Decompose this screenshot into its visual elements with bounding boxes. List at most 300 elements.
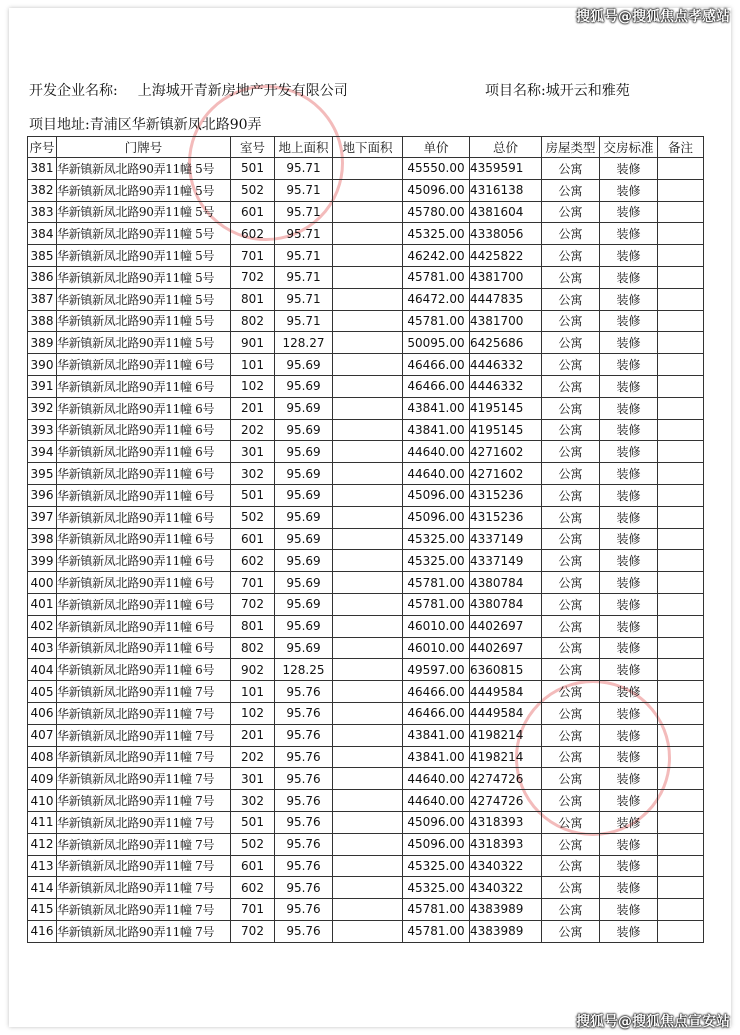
table-row: [28, 484, 704, 506]
cell-unit-price: 46242.00: [403, 245, 470, 267]
cell-index: 412: [28, 833, 57, 855]
cell-above-area: 95.69: [275, 354, 333, 376]
cell-total-price: 4425822: [470, 245, 542, 267]
cell-below-area: [333, 637, 403, 659]
cell-house-type: 公寓: [542, 332, 600, 354]
cell-total-price: 4315236: [470, 484, 542, 506]
address-label: 项目地址:: [29, 117, 90, 133]
cell-index: 407: [28, 724, 57, 746]
cell-above-area: 95.76: [275, 877, 333, 899]
cell-house-type: 公寓: [542, 158, 600, 180]
cell-total-price: 4195145: [470, 419, 542, 441]
cell-total-price: 4198214: [470, 724, 542, 746]
cell-index: 386: [28, 266, 57, 288]
cell-index: 403: [28, 637, 57, 659]
cell-unit-price: 45325.00: [403, 550, 470, 572]
cell-index: 408: [28, 746, 57, 768]
cell-above-area: 95.76: [275, 811, 333, 833]
table-row: [28, 768, 704, 790]
table-row: [28, 899, 704, 921]
cell-door-number: 华新镇新凤北路90弄11幢 7号: [57, 833, 231, 855]
cell-index: 388: [28, 310, 57, 332]
cell-total-price: 4381700: [470, 310, 542, 332]
cell-door-number: 华新镇新凤北路90弄11幢 5号: [57, 158, 231, 180]
cell-below-area: [333, 375, 403, 397]
cell-index: 391: [28, 375, 57, 397]
cell-room: 601: [231, 201, 275, 223]
cell-total-price: 4340322: [470, 877, 542, 899]
cell-door-number: 华新镇新凤北路90弄11幢 6号: [57, 637, 231, 659]
cell-house-type: 公寓: [542, 288, 600, 310]
cell-index: 394: [28, 441, 57, 463]
table-row: [28, 681, 704, 703]
cell-above-area: 95.69: [275, 441, 333, 463]
cell-above-area: 95.69: [275, 593, 333, 615]
cell-remarks: [658, 637, 704, 659]
cell-unit-price: 45325.00: [403, 528, 470, 550]
table-row: [28, 375, 704, 397]
cell-delivery-standard: 装修: [600, 811, 658, 833]
cell-below-area: [333, 506, 403, 528]
cell-remarks: [658, 572, 704, 594]
cell-total-price: 4383989: [470, 899, 542, 921]
cell-delivery-standard: 装修: [600, 550, 658, 572]
cell-below-area: [333, 681, 403, 703]
cell-index: 411: [28, 811, 57, 833]
cell-house-type: 公寓: [542, 441, 600, 463]
cell-door-number: 华新镇新凤北路90弄11幢 6号: [57, 528, 231, 550]
cell-room: 701: [231, 245, 275, 267]
table-row: [28, 877, 704, 899]
cell-unit-price: 45781.00: [403, 266, 470, 288]
cell-door-number: 华新镇新凤北路90弄11幢 6号: [57, 354, 231, 376]
cell-door-number: 华新镇新凤北路90弄11幢 5号: [57, 332, 231, 354]
cell-room: 101: [231, 681, 275, 703]
col-header-remarks: 备注: [658, 137, 704, 158]
cell-room: 601: [231, 855, 275, 877]
cell-door-number: 华新镇新凤北路90弄11幢 5号: [57, 266, 231, 288]
cell-room: 501: [231, 484, 275, 506]
cell-unit-price: 44640.00: [403, 790, 470, 812]
table-row: [28, 790, 704, 812]
cell-below-area: [333, 593, 403, 615]
cell-above-area: 95.69: [275, 572, 333, 594]
cell-room: 301: [231, 768, 275, 790]
cell-below-area: [333, 332, 403, 354]
cell-door-number: 华新镇新凤北路90弄11幢 7号: [57, 768, 231, 790]
cell-unit-price: 46466.00: [403, 681, 470, 703]
cell-remarks: [658, 158, 704, 180]
cell-above-area: 95.76: [275, 768, 333, 790]
cell-index: 400: [28, 572, 57, 594]
cell-delivery-standard: 装修: [600, 746, 658, 768]
cell-below-area: [333, 920, 403, 942]
cell-unit-price: 45781.00: [403, 310, 470, 332]
cell-total-price: 4274726: [470, 768, 542, 790]
cell-house-type: 公寓: [542, 768, 600, 790]
cell-delivery-standard: 装修: [600, 855, 658, 877]
cell-above-area: 95.69: [275, 397, 333, 419]
cell-door-number: 华新镇新凤北路90弄11幢 7号: [57, 920, 231, 942]
table-row: [28, 332, 704, 354]
cell-house-type: 公寓: [542, 310, 600, 332]
cell-delivery-standard: 装修: [600, 920, 658, 942]
cell-below-area: [333, 441, 403, 463]
cell-door-number: 华新镇新凤北路90弄11幢 6号: [57, 506, 231, 528]
cell-delivery-standard: 装修: [600, 877, 658, 899]
cell-index: 416: [28, 920, 57, 942]
cell-total-price: 4198214: [470, 746, 542, 768]
cell-house-type: 公寓: [542, 463, 600, 485]
col-header-index: 序号: [28, 137, 57, 158]
cell-remarks: [658, 833, 704, 855]
cell-door-number: 华新镇新凤北路90弄11幢 5号: [57, 223, 231, 245]
table-row: [28, 201, 704, 223]
cell-index: 395: [28, 463, 57, 485]
cell-room: 602: [231, 223, 275, 245]
cell-total-price: 4340322: [470, 855, 542, 877]
cell-index: 383: [28, 201, 57, 223]
cell-delivery-standard: 装修: [600, 223, 658, 245]
cell-house-type: 公寓: [542, 201, 600, 223]
cell-delivery-standard: 装修: [600, 768, 658, 790]
cell-house-type: 公寓: [542, 702, 600, 724]
cell-door-number: 华新镇新凤北路90弄11幢 6号: [57, 550, 231, 572]
cell-index: 390: [28, 354, 57, 376]
cell-above-area: 95.69: [275, 419, 333, 441]
cell-index: 396: [28, 484, 57, 506]
table-row: [28, 920, 704, 942]
cell-room: 201: [231, 397, 275, 419]
cell-house-type: 公寓: [542, 397, 600, 419]
cell-index: 398: [28, 528, 57, 550]
cell-total-price: 4315236: [470, 506, 542, 528]
cell-below-area: [333, 528, 403, 550]
cell-room: 901: [231, 332, 275, 354]
cell-remarks: [658, 724, 704, 746]
table-row: [28, 223, 704, 245]
cell-below-area: [333, 746, 403, 768]
cell-below-area: [333, 659, 403, 681]
cell-unit-price: 45325.00: [403, 855, 470, 877]
cell-door-number: 华新镇新凤北路90弄11幢 5号: [57, 310, 231, 332]
cell-above-area: 95.69: [275, 528, 333, 550]
cell-above-area: 95.69: [275, 463, 333, 485]
table-row: [28, 266, 704, 288]
cell-door-number: 华新镇新凤北路90弄11幢 5号: [57, 288, 231, 310]
cell-delivery-standard: 装修: [600, 790, 658, 812]
cell-below-area: [333, 201, 403, 223]
cell-total-price: 4383989: [470, 920, 542, 942]
cell-delivery-standard: 装修: [600, 375, 658, 397]
cell-total-price: 4274726: [470, 790, 542, 812]
col-header-house-type: 房屋类型: [542, 137, 600, 158]
cell-remarks: [658, 223, 704, 245]
cell-index: 409: [28, 768, 57, 790]
cell-door-number: 华新镇新凤北路90弄11幢 6号: [57, 419, 231, 441]
cell-index: 413: [28, 855, 57, 877]
cell-house-type: 公寓: [542, 179, 600, 201]
cell-remarks: [658, 375, 704, 397]
cell-unit-price: 45780.00: [403, 201, 470, 223]
cell-remarks: [658, 266, 704, 288]
table-row: [28, 615, 704, 637]
cell-unit-price: 45096.00: [403, 484, 470, 506]
cell-remarks: [658, 615, 704, 637]
cell-above-area: 128.27: [275, 332, 333, 354]
cell-above-area: 95.76: [275, 833, 333, 855]
cell-below-area: [333, 833, 403, 855]
cell-total-price: 4271602: [470, 463, 542, 485]
cell-total-price: 4318393: [470, 811, 542, 833]
cell-door-number: 华新镇新凤北路90弄11幢 6号: [57, 572, 231, 594]
cell-index: 385: [28, 245, 57, 267]
cell-house-type: 公寓: [542, 593, 600, 615]
cell-remarks: [658, 419, 704, 441]
cell-house-type: 公寓: [542, 833, 600, 855]
cell-delivery-standard: 装修: [600, 332, 658, 354]
col-header-room: 室号: [231, 137, 275, 158]
cell-above-area: 95.69: [275, 615, 333, 637]
cell-house-type: 公寓: [542, 899, 600, 921]
cell-below-area: [333, 419, 403, 441]
cell-total-price: 4449584: [470, 702, 542, 724]
cell-house-type: 公寓: [542, 920, 600, 942]
table-row: [28, 833, 704, 855]
cell-total-price: 4446332: [470, 354, 542, 376]
cell-delivery-standard: 装修: [600, 724, 658, 746]
cell-delivery-standard: 装修: [600, 354, 658, 376]
cell-house-type: 公寓: [542, 245, 600, 267]
cell-above-area: 95.69: [275, 550, 333, 572]
address-line: [29, 114, 262, 134]
cell-door-number: 华新镇新凤北路90弄11幢 6号: [57, 375, 231, 397]
cell-below-area: [333, 768, 403, 790]
cell-total-price: 4381604: [470, 201, 542, 223]
cell-above-area: 95.76: [275, 855, 333, 877]
cell-total-price: 6360815: [470, 659, 542, 681]
cell-unit-price: 50095.00: [403, 332, 470, 354]
table-row: [28, 746, 704, 768]
cell-total-price: 4316138: [470, 179, 542, 201]
cell-below-area: [333, 310, 403, 332]
cell-house-type: 公寓: [542, 354, 600, 376]
table-row: [28, 855, 704, 877]
cell-below-area: [333, 877, 403, 899]
cell-delivery-standard: 装修: [600, 659, 658, 681]
table-row: [28, 659, 704, 681]
cell-below-area: [333, 397, 403, 419]
cell-room: 502: [231, 506, 275, 528]
cell-house-type: 公寓: [542, 811, 600, 833]
table-row: [28, 419, 704, 441]
cell-total-price: 4380784: [470, 572, 542, 594]
cell-unit-price: 45781.00: [403, 572, 470, 594]
cell-remarks: [658, 441, 704, 463]
cell-door-number: 华新镇新凤北路90弄11幢 5号: [57, 179, 231, 201]
watermark-top: 搜狐号@搜狐焦点孝感站: [576, 9, 730, 25]
cell-above-area: 95.69: [275, 484, 333, 506]
cell-delivery-standard: 装修: [600, 506, 658, 528]
cell-total-price: 4338056: [470, 223, 542, 245]
cell-door-number: 华新镇新凤北路90弄11幢 7号: [57, 724, 231, 746]
cell-remarks: [658, 179, 704, 201]
cell-remarks: [658, 681, 704, 703]
cell-total-price: 4446332: [470, 375, 542, 397]
cell-unit-price: 44640.00: [403, 768, 470, 790]
cell-above-area: 95.76: [275, 746, 333, 768]
cell-above-area: 95.71: [275, 266, 333, 288]
cell-delivery-standard: 装修: [600, 201, 658, 223]
cell-door-number: 华新镇新凤北路90弄11幢 6号: [57, 615, 231, 637]
cell-house-type: 公寓: [542, 266, 600, 288]
table-row: [28, 179, 704, 201]
cell-above-area: 128.25: [275, 659, 333, 681]
cell-unit-price: 45096.00: [403, 833, 470, 855]
cell-unit-price: 43841.00: [403, 397, 470, 419]
cell-house-type: 公寓: [542, 550, 600, 572]
cell-above-area: 95.76: [275, 790, 333, 812]
cell-index: 415: [28, 899, 57, 921]
developer-name: 上海城开青新房地产开发有限公司: [137, 83, 348, 99]
table-row: [28, 528, 704, 550]
cell-below-area: [333, 484, 403, 506]
cell-below-area: [333, 158, 403, 180]
cell-index: 384: [28, 223, 57, 245]
cell-remarks: [658, 354, 704, 376]
cell-unit-price: 43841.00: [403, 724, 470, 746]
cell-index: 406: [28, 702, 57, 724]
table-row: [28, 702, 704, 724]
cell-remarks: [658, 332, 704, 354]
cell-room: 102: [231, 375, 275, 397]
col-header-above-area: 地上面积: [275, 137, 333, 158]
cell-door-number: 华新镇新凤北路90弄11幢 6号: [57, 397, 231, 419]
cell-house-type: 公寓: [542, 506, 600, 528]
cell-delivery-standard: 装修: [600, 419, 658, 441]
cell-above-area: 95.71: [275, 201, 333, 223]
cell-unit-price: 43841.00: [403, 419, 470, 441]
cell-room: 501: [231, 811, 275, 833]
project-label: 项目名称:: [485, 83, 546, 99]
cell-door-number: 华新镇新凤北路90弄11幢 7号: [57, 811, 231, 833]
cell-door-number: 华新镇新凤北路90弄11幢 7号: [57, 877, 231, 899]
cell-delivery-standard: 装修: [600, 288, 658, 310]
cell-total-price: 4447835: [470, 288, 542, 310]
cell-below-area: [333, 615, 403, 637]
cell-remarks: [658, 201, 704, 223]
cell-below-area: [333, 288, 403, 310]
project-name: 城开云和雅苑: [545, 83, 630, 99]
cell-unit-price: 45550.00: [403, 158, 470, 180]
cell-index: 410: [28, 790, 57, 812]
cell-remarks: [658, 528, 704, 550]
cell-delivery-standard: 装修: [600, 463, 658, 485]
cell-unit-price: 46010.00: [403, 615, 470, 637]
cell-room: 202: [231, 419, 275, 441]
cell-unit-price: 45096.00: [403, 179, 470, 201]
cell-remarks: [658, 899, 704, 921]
cell-delivery-standard: 装修: [600, 593, 658, 615]
cell-unit-price: 46466.00: [403, 375, 470, 397]
cell-door-number: 华新镇新凤北路90弄11幢 6号: [57, 593, 231, 615]
cell-remarks: [658, 811, 704, 833]
cell-above-area: 95.71: [275, 158, 333, 180]
cell-door-number: 华新镇新凤北路90弄11幢 7号: [57, 899, 231, 921]
cell-room: 302: [231, 790, 275, 812]
cell-room: 702: [231, 593, 275, 615]
cell-house-type: 公寓: [542, 484, 600, 506]
cell-door-number: 华新镇新凤北路90弄11幢 6号: [57, 441, 231, 463]
cell-total-price: 6425686: [470, 332, 542, 354]
price-table: [27, 136, 704, 943]
cell-remarks: [658, 920, 704, 942]
table-row: [28, 593, 704, 615]
cell-room: 602: [231, 877, 275, 899]
cell-delivery-standard: 装修: [600, 266, 658, 288]
table-row: [28, 724, 704, 746]
cell-unit-price: 45781.00: [403, 593, 470, 615]
cell-total-price: 4337149: [470, 528, 542, 550]
cell-remarks: [658, 768, 704, 790]
cell-below-area: [333, 572, 403, 594]
cell-room: 702: [231, 920, 275, 942]
cell-delivery-standard: 装修: [600, 397, 658, 419]
cell-door-number: 华新镇新凤北路90弄11幢 5号: [57, 201, 231, 223]
cell-below-area: [333, 811, 403, 833]
cell-index: 404: [28, 659, 57, 681]
cell-below-area: [333, 223, 403, 245]
cell-delivery-standard: 装修: [600, 615, 658, 637]
cell-room: 701: [231, 572, 275, 594]
cell-door-number: 华新镇新凤北路90弄11幢 6号: [57, 659, 231, 681]
cell-delivery-standard: 装修: [600, 441, 658, 463]
cell-door-number: 华新镇新凤北路90弄11幢 7号: [57, 855, 231, 877]
cell-total-price: 4195145: [470, 397, 542, 419]
table-row: [28, 811, 704, 833]
cell-door-number: 华新镇新凤北路90弄11幢 5号: [57, 245, 231, 267]
developer-label: 开发企业名称:: [29, 83, 118, 99]
cell-above-area: 95.71: [275, 245, 333, 267]
cell-below-area: [333, 463, 403, 485]
cell-delivery-standard: 装修: [600, 637, 658, 659]
cell-above-area: 95.71: [275, 310, 333, 332]
cell-house-type: 公寓: [542, 681, 600, 703]
cell-index: 414: [28, 877, 57, 899]
cell-delivery-standard: 装修: [600, 528, 658, 550]
cell-room: 301: [231, 441, 275, 463]
cell-door-number: 华新镇新凤北路90弄11幢 7号: [57, 681, 231, 703]
cell-room: 802: [231, 637, 275, 659]
cell-unit-price: 43841.00: [403, 746, 470, 768]
cell-house-type: 公寓: [542, 375, 600, 397]
cell-delivery-standard: 装修: [600, 158, 658, 180]
cell-house-type: 公寓: [542, 746, 600, 768]
cell-below-area: [333, 724, 403, 746]
cell-delivery-standard: 装修: [600, 179, 658, 201]
cell-remarks: [658, 397, 704, 419]
cell-house-type: 公寓: [542, 724, 600, 746]
cell-remarks: [658, 550, 704, 572]
cell-index: 382: [28, 179, 57, 201]
cell-delivery-standard: 装修: [600, 245, 658, 267]
table-row: [28, 158, 704, 180]
col-header-door-number: 门牌号: [57, 137, 231, 158]
cell-remarks: [658, 593, 704, 615]
address-value: 青浦区华新镇新凤北路90弄: [89, 117, 262, 133]
table-row: [28, 245, 704, 267]
cell-remarks: [658, 463, 704, 485]
